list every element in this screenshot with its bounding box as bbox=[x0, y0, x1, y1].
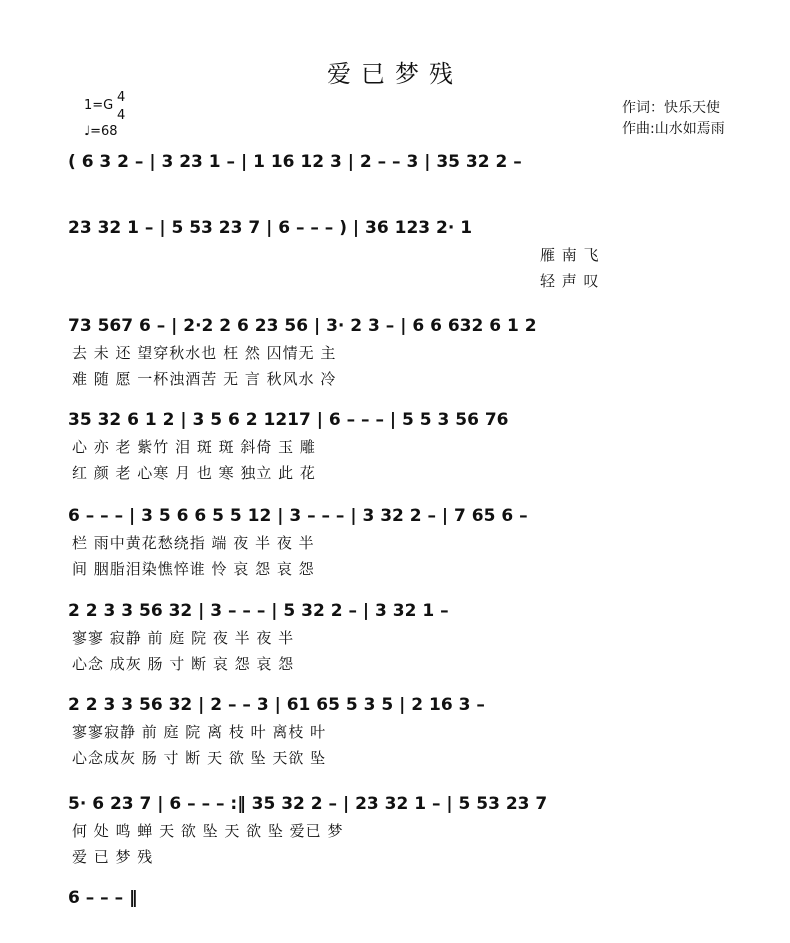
notes-line: 23 32 1 – | 5 53 23 7 | 6 – – – ) | 36 123 2· 1 bbox=[68, 218, 473, 238]
notes-line: ( 6 3 2 – | 3 23 1 – | 1 16 12 3 | 2 – – 3 | 35 32 2 – bbox=[68, 152, 522, 172]
notes-line: 6 – – – | 3 5 6 6 5 5 12 | 3 – – – | 3 32 2 – | 7 65 6 – bbox=[68, 506, 528, 526]
time-signature-top: 4 bbox=[117, 90, 126, 105]
tempo-marking: ♩=68 bbox=[84, 124, 118, 139]
lyrics-verse-1: 去 未 还 望穿秋水也 枉 然 囚情无 主 bbox=[72, 344, 337, 362]
key-signature: 1=G bbox=[84, 98, 114, 113]
lyricist-credit: 作词：快乐天使 bbox=[622, 100, 720, 116]
notes-line: 6 – – – ‖ bbox=[68, 888, 138, 908]
notes-line: 35 32 6 1 2 | 3 5 6 2 1217 | 6 – – – | 5 5 3 56 76 bbox=[68, 410, 509, 430]
lyrics-verse-1: 寥寥 寂静 前 庭 院 夜 半 夜 半 bbox=[72, 629, 295, 647]
lyrics-verse-1: 栏 雨中黄花愁绕指 端 夜 半 夜 半 bbox=[72, 534, 315, 552]
page-title: 爱已梦残 bbox=[327, 60, 463, 88]
lyrics-verse-1: 心 亦 老 紫竹 泪 斑 斑 斜倚 玉 雕 bbox=[72, 438, 316, 456]
lyrics-verse-2: 红 颜 老 心寒 月 也 寒 独立 此 花 bbox=[72, 464, 316, 482]
notes-line: 73 567 6 – | 2·2 2 6 23 56 | 3· 2 3 – | 6 6 632 6 1 2 bbox=[68, 316, 537, 336]
lyrics-verse-2: 心念成灰 肠 寸 断 天 欲 坠 天欲 坠 bbox=[72, 749, 327, 767]
lyrics-verse-2: 爱 已 梦 残 bbox=[72, 848, 154, 866]
lyrics-verse-2: 心念 成灰 肠 寸 断 哀 怨 哀 怨 bbox=[72, 655, 295, 673]
lyrics-verse-1: 寥寥寂静 前 庭 院 离 枝 叶 离枝 叶 bbox=[72, 723, 327, 741]
lyrics-verse-2: 间 胭脂泪染憔悴谁 怜 哀 怨 哀 怨 bbox=[72, 560, 315, 578]
notes-line: 2 2 3 3 56 32 | 2 – – 3 | 61 65 5 3 5 | 2 16 3 – bbox=[68, 695, 485, 715]
notes-line: 2 2 3 3 56 32 | 3 – – – | 5 32 2 – | 3 32 1 – bbox=[68, 601, 449, 621]
notes-line: 5· 6 23 7 | 6 – – – :‖ 35 32 2 – | 23 32 1 – | 5 53 23 7 bbox=[68, 794, 548, 814]
lyrics-verse-2: 轻 声 叹 bbox=[540, 272, 600, 290]
time-signature-bottom: 4 bbox=[117, 108, 126, 123]
lyrics-verse-1: 何 处 鸣 蝉 天 欲 坠 天 欲 坠 爱已 梦 bbox=[72, 822, 344, 840]
lyrics-verse-1: 雁 南 飞 bbox=[540, 246, 600, 264]
lyrics-verse-2: 难 随 愿 一杯浊酒苦 无 言 秋风水 冷 bbox=[72, 370, 337, 388]
composer-credit: 作曲:山水如焉雨 bbox=[622, 121, 725, 137]
